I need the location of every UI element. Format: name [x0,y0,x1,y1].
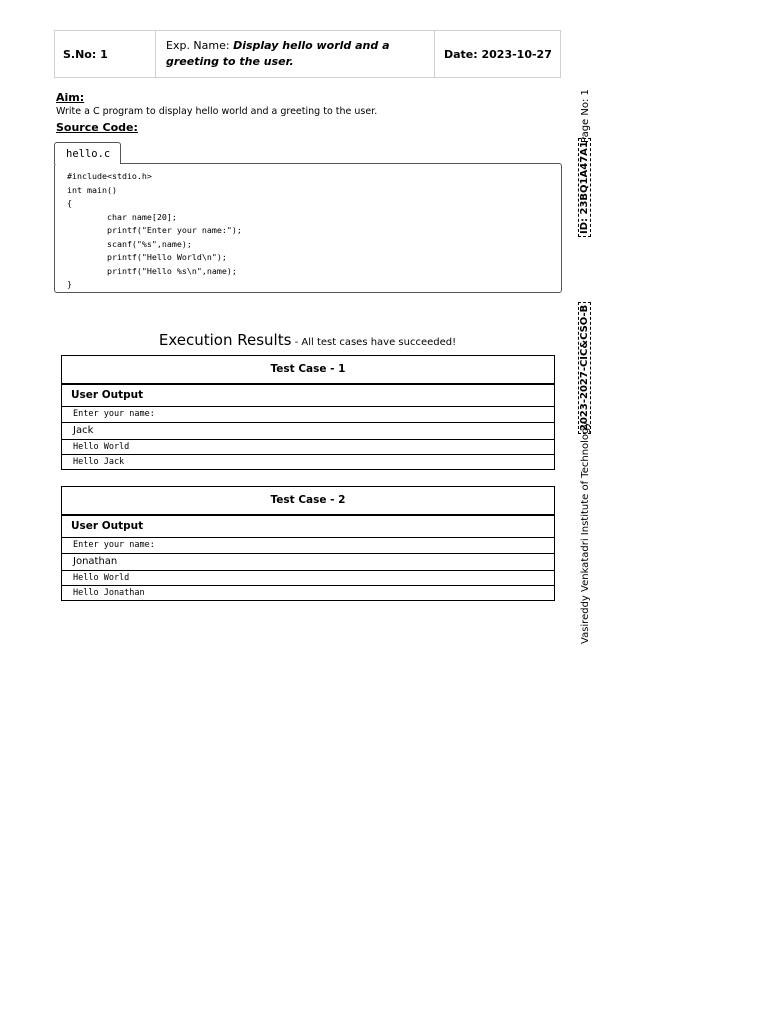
experiment-name-value: Display hello world and a greeting to the user. [166,39,390,68]
test-case-title: Test Case - 1 [62,356,554,385]
file-tab[interactable]: hello.c [54,142,121,164]
aim-text: Write a C program to display hello world and a greeting to the user. [56,106,378,117]
code-line: int main() [67,184,117,195]
output-row: Enter your name: [62,407,554,423]
header-table [54,30,561,78]
output-row: Enter your name: [62,538,554,554]
code-line: printf("Hello World\n"); [67,252,227,262]
institute-name: Vasireddy Venkatadri Institute of Technology [580,421,591,644]
code-block [54,163,562,293]
code-line: printf("Hello %s\n",name); [67,265,237,276]
output-row: Hello Jonathan [73,588,145,598]
student-id: ID: 23BQ1A47A1 [578,138,591,237]
execution-results-heading [0,330,615,349]
test-case-title: Test Case - 2 [62,487,554,516]
aim-heading: Aim: [56,91,85,104]
code-line: } [67,279,72,289]
input-row: Jonathan [62,554,554,571]
test-case-1 [61,355,555,470]
source-code-heading: Source Code: [56,121,138,134]
batch-label: 2023-2027-CIC&CSO-B [578,302,591,434]
user-output-label: User Output [62,516,554,538]
code-line: { [67,198,72,208]
experiment-date: Date: 2023-10-27 [444,47,552,61]
output-row: Hello Jack [73,457,125,467]
execution-results-status: - All test cases have succeeded! [291,337,457,348]
output-row: Hello World [62,571,554,586]
output-row: Hello World [62,440,554,455]
serial-number: S.No: 1 [55,31,156,77]
test-case-2 [61,486,555,601]
code-line: char name[20]; [67,211,177,222]
experiment-name [156,31,435,77]
user-output-label: User Output [62,385,554,407]
input-row: Jack [62,423,554,440]
code-line: printf("Enter your name:"); [67,225,242,235]
code-line: #include<stdio.h> [67,171,152,181]
execution-results-title: Execution Results [158,331,292,349]
experiment-name-label: Exp. Name: [166,39,234,52]
page-number: Page No: 1 [580,89,591,143]
code-line: scanf("%s",name); [67,238,192,249]
